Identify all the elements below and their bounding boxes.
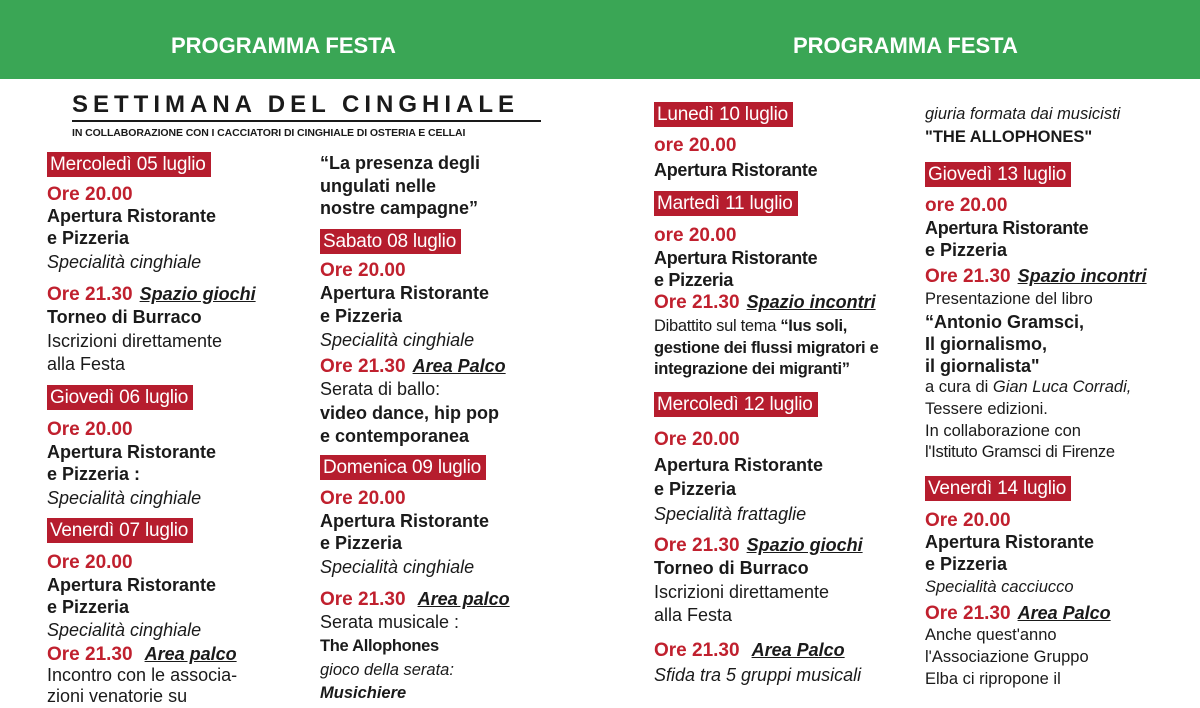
event-note: Serata di ballo: [320, 379, 441, 399]
event-specialty: Specialità cinghiale [320, 557, 475, 577]
day-header-giovedi-13: Giovedì 13 luglio [925, 162, 1071, 187]
event-note: Anche quest'anno [925, 626, 1057, 644]
event-venue: Area Palco [1017, 603, 1111, 623]
event-note: Iscrizioni direttamente [47, 331, 223, 351]
event-note: alla Festa [47, 354, 126, 374]
event-title: e contemporanea [320, 426, 470, 446]
page-heading: SETTIMANA DEL CINGHIALE [72, 91, 520, 118]
event-specialty: Specialità cinghiale [47, 252, 202, 272]
day-header-lunedi-10: Lunedì 10 luglio [654, 102, 793, 127]
event-title: il giornalista" [925, 356, 1040, 376]
day-header-venerdi-14: Venerdì 14 luglio [925, 476, 1071, 501]
event-venue: Spazio incontri [1017, 266, 1147, 286]
event-time: Ore 21.30 [654, 640, 740, 661]
quote-line: “La presenza degli [320, 153, 481, 173]
banner-title-right: PROGRAMMA FESTA [793, 33, 1018, 58]
event-note-part: Gian Luca Corradi, [992, 378, 1132, 396]
event-time: Ore 20.00 [47, 419, 133, 440]
event-note: gestione dei flussi migratori e [654, 339, 879, 357]
day-header-mercoledi-05: Mercoledì 05 luglio [47, 152, 211, 177]
event-time: Ore 21.30 [654, 292, 740, 313]
event-note-part: Dibattito sul tema [654, 317, 781, 335]
event-time-row [925, 265, 1147, 288]
event-time: ore 20.00 [925, 195, 1008, 216]
event-title: Il giornalismo, [925, 334, 1048, 354]
page-subheading: IN COLLABORAZIONE CON I CACCIATORI DI CINGHIALE DI OSTERIA E CELLAI [72, 127, 466, 139]
event-title: Apertura Ristorante [654, 248, 818, 268]
event-venue: Area Palco [751, 640, 845, 660]
event-title: Apertura Ristorante [47, 442, 217, 462]
day-header-giovedi-06: Giovedì 06 luglio [47, 385, 193, 410]
event-time: Ore 21.30 [320, 356, 406, 377]
event-time-row [654, 534, 863, 557]
event-note: In collaborazione con [925, 422, 1081, 440]
event-title: e Pizzeria [654, 479, 737, 499]
event-title: e Pizzeria [320, 533, 403, 553]
event-time: Ore 21.30 [320, 589, 406, 610]
day-header-mercoledi-12: Mercoledì 12 luglio [654, 392, 818, 417]
event-note-part: “Ius soli, [780, 317, 848, 335]
event-time-row [47, 643, 237, 666]
event-title: Apertura Ristorante [47, 575, 217, 595]
event-note: l'Associazione Gruppo [925, 648, 1089, 666]
event-title: Apertura Ristorante [320, 283, 490, 303]
event-time-row [925, 602, 1111, 625]
quote-line: nostre campagne” [320, 198, 479, 218]
event-title: e Pizzeria : [47, 464, 141, 484]
banner-title-left: PROGRAMMA FESTA [171, 33, 396, 58]
event-title: Apertura Ristorante [320, 511, 490, 531]
event-note: integrazione dei migranti” [654, 360, 850, 378]
day-header-martedi-11: Martedì 11 luglio [654, 191, 798, 216]
event-title: Apertura Ristorante [47, 206, 217, 226]
event-note: giuria formata dai musicisti [925, 105, 1121, 123]
event-note: Sfida tra 5 gruppi musicali [654, 665, 862, 685]
event-time: ore 20.00 [654, 135, 737, 156]
quote-line: ungulati nelle [320, 176, 437, 196]
event-time: Ore 21.30 [654, 535, 740, 556]
day-header-venerdi-07: Venerdì 07 luglio [47, 518, 193, 543]
event-specialty: Specialità cinghiale [320, 330, 475, 350]
event-time: Ore 20.00 [47, 552, 133, 573]
event-venue: Spazio giochi [139, 284, 256, 304]
event-specialty: Specialità frattaglie [654, 504, 807, 524]
event-note [925, 377, 1131, 397]
event-venue: Area Palco [412, 356, 506, 376]
event-note: gioco della serata: [320, 661, 454, 679]
event-specialty: Specialità cinghiale [47, 620, 202, 640]
event-venue: Spazio giochi [746, 535, 863, 555]
event-title: Apertura Ristorante [925, 532, 1095, 552]
event-time-row [47, 283, 256, 306]
event-title: e Pizzeria [320, 306, 403, 326]
day-header-domenica-09: Domenica 09 luglio [320, 455, 486, 480]
event-title: Torneo di Burraco [654, 558, 809, 578]
event-note [654, 316, 847, 336]
event-time: Ore 21.30 [47, 284, 133, 305]
event-note: zioni venatorie su [47, 686, 188, 706]
header-banner [0, 0, 1200, 79]
event-title: e Pizzeria [925, 240, 1008, 260]
heading-underline [72, 120, 541, 122]
event-note: Tessere edizioni. [925, 400, 1048, 418]
event-title: e Pizzeria [47, 597, 130, 617]
event-time: Ore 20.00 [47, 184, 133, 205]
event-title: e Pizzeria [654, 270, 734, 290]
event-time: Ore 21.30 [925, 266, 1011, 287]
event-time: Ore 20.00 [925, 510, 1011, 531]
event-note: alla Festa [654, 605, 733, 625]
event-note: Serata musicale : [320, 612, 460, 632]
event-venue: Spazio incontri [746, 292, 876, 312]
event-time-row [654, 639, 845, 662]
event-title: Apertura Ristorante [654, 160, 818, 180]
event-time-row [654, 291, 876, 314]
event-note: Elba ci ripropone il [925, 670, 1061, 688]
event-venue: Area palco [144, 644, 237, 664]
event-note: Presentazione del libro [925, 290, 1093, 308]
event-note: Incontro con le associa- [47, 665, 238, 685]
event-specialty: Specialità cinghiale [47, 488, 202, 508]
event-time: Ore 21.30 [47, 644, 133, 665]
event-title: Torneo di Burraco [47, 307, 202, 327]
event-venue: Area palco [417, 589, 510, 609]
event-time: Ore 21.30 [925, 603, 1011, 624]
event-time: Ore 20.00 [320, 260, 406, 281]
event-time: Ore 20.00 [654, 429, 740, 450]
event-title: e Pizzeria [925, 554, 1008, 574]
event-time: ore 20.00 [654, 225, 737, 246]
event-specialty: Specialità cacciucco [925, 578, 1074, 596]
event-title: Musichiere [320, 684, 407, 702]
event-title: e Pizzeria [47, 228, 130, 248]
event-title: Apertura Ristorante [925, 218, 1089, 238]
event-title: The Allophones [320, 637, 439, 655]
event-time-row [320, 355, 506, 378]
event-note-part: a cura di [925, 378, 993, 396]
day-header-sabato-08: Sabato 08 luglio [320, 229, 461, 254]
event-note: l'Istituto Gramsci di Firenze [925, 443, 1115, 461]
event-time-row [320, 588, 510, 611]
event-note: Iscrizioni direttamente [654, 582, 830, 602]
event-title: "THE ALLOPHONES" [925, 128, 1093, 146]
event-title: Apertura Ristorante [654, 455, 824, 475]
event-title: video dance, hip pop [320, 403, 500, 423]
event-time: Ore 20.00 [320, 488, 406, 509]
event-title: “Antonio Gramsci, [925, 312, 1085, 332]
